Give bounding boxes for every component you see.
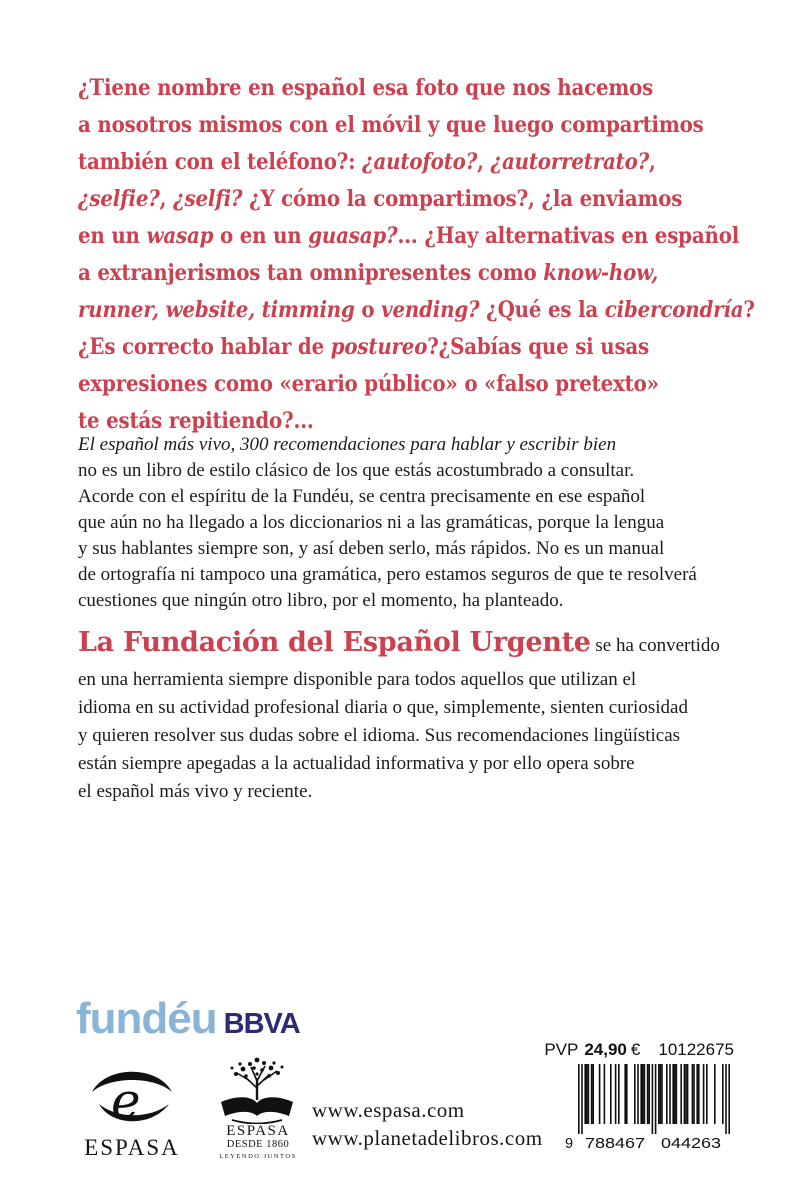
text-line: en un wasap o en un guasap?... ¿Hay alternativas en español (78, 223, 740, 249)
ean-barcode (562, 1064, 734, 1152)
text-line: La Fundación del Español Urgente se ha convertido (78, 627, 720, 658)
espasa-publisher-logo (76, 1062, 188, 1161)
text-line: no es un libro de estilo clásico de los que estás acostumbrado a consultar. (78, 460, 635, 481)
intro-paragraph (78, 432, 697, 614)
svg-text:e: e (111, 1072, 141, 1130)
text-line: de ortografía ni tampoco una gramática, pero estamos seguros de que te resolverá (78, 564, 697, 585)
text-line: están siempre apegadas a la actualidad informativa y por ello opera sobre (78, 753, 635, 774)
text-line: también con el teléfono?: ¿autofoto?, ¿autorretrato?, (78, 149, 656, 175)
product-ref: 10122675 (658, 1040, 734, 1059)
currency-symbol: € (630, 1040, 641, 1059)
tree-book-icon (210, 1054, 306, 1124)
text-line: que aún no ha llegado a los diccionarios ni a las gramáticas, porque la lengua (78, 512, 665, 533)
pvp-label: PVP (544, 1040, 579, 1059)
barcode-left-digit: 9 (565, 1136, 574, 1152)
espasa-logo-label: ESPASA (84, 1135, 180, 1160)
text-line: y quieren resolver sus dudas sobre el idioma. Sus recomendaciones lingüísticas (78, 725, 681, 746)
text-line: ¿Tiene nombre en español esa foto que nos hacemos (78, 75, 654, 101)
price-amount: 24,90 (584, 1040, 627, 1059)
text-line: idioma en su actividad profesional diaria o que, simplemente, sienten curiosidad (78, 697, 688, 718)
tree-logo-since: DESDE 1860 (226, 1139, 290, 1150)
text-line: ¿Es correcto hablar de postureo?¿Sabías que si usas (78, 334, 650, 360)
text-line: y sus hablantes siempre son, y así deben serlo, más rápidos. No es un manual (78, 538, 665, 559)
fundeu-wordmark: fundéu (76, 994, 217, 1043)
text-line: runner, website, timming o vending? ¿Qué es la cibercondría? (78, 297, 755, 323)
text-line: cuestiones que ningún otro libro, por el momento, ha planteado. (78, 590, 564, 611)
planetadelibros-url: www.planetadelibros.com (312, 1126, 543, 1150)
text-line: el español más vivo y reciente. (78, 781, 313, 802)
text-line: expresiones como «erario público» o «falso pretexto» (78, 371, 659, 397)
text-line: te estás repitiendo?... (78, 408, 314, 434)
barcode-group2: 044263 (661, 1136, 721, 1152)
text-line: a extranjerismos tan omnipresentes como know-how, (78, 260, 659, 286)
espasa-swan-icon (84, 1062, 180, 1134)
text-line: ¿selfie?, ¿selfi? ¿Y cómo la compartimos?, ¿la enviamos (78, 186, 683, 212)
text-line: a nosotros mismos con el móvil y que luego compartimos (78, 112, 704, 138)
espasa-tree-logo (210, 1054, 306, 1161)
bbva-wordmark: BBVA (223, 1008, 300, 1040)
text-line: en una herramienta siempre disponible para todos aquellos que utilizan el (78, 669, 637, 690)
barcode-group1: 788467 (585, 1136, 645, 1152)
text-line: El español más vivo, 300 recomendaciones para hablar y escribir bien (78, 434, 617, 455)
tree-logo-tagline: LEYENDO JUNTOS (219, 1153, 297, 1160)
espasa-url: www.espasa.com (312, 1098, 465, 1122)
tree-logo-name: ESPASA (226, 1123, 290, 1139)
text-line: Acorde con el espíritu de la Fundéu, se centra precisamente en ese español (78, 486, 646, 507)
price-row (544, 1040, 734, 1060)
website-urls (312, 1096, 543, 1152)
fundeu-bbva-logo (76, 994, 300, 1044)
headline-paragraph (78, 70, 755, 440)
about-paragraph (78, 624, 720, 806)
